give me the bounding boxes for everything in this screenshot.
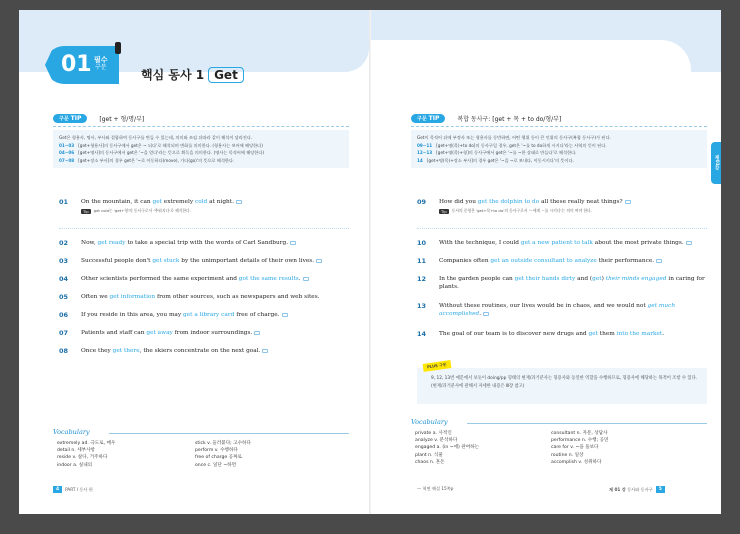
sentence-10: [417, 239, 707, 247]
sentence-number: 03: [59, 257, 69, 265]
audio-icon[interactable]: [656, 259, 662, 263]
sentence-number: 02: [59, 239, 69, 247]
sentence-07: [59, 329, 349, 337]
left-tip-row-text: [get+형용사]의 동사구에서 get은 ~ 되다'로 해석되며 변화를 의미한다. (형용사는 보어에 해당한다): [78, 142, 263, 148]
sentence-number: 04: [59, 275, 69, 283]
sentence-number: 05: [59, 293, 69, 301]
left-vocab-col2: [195, 440, 251, 469]
sentence-09-note: [439, 208, 592, 214]
left-tip-row: [59, 157, 343, 165]
vocab-entry: chaos n. 혼돈: [415, 459, 445, 465]
sentence-01-note: [81, 208, 191, 214]
separator: [417, 228, 707, 229]
right-page-number: 5: [656, 486, 665, 493]
right-tip-row-key: 09~11: [417, 142, 433, 148]
sentence-text: Companies often get an outside consultant to analyze their performance.: [439, 257, 707, 265]
audio-icon[interactable]: [282, 313, 288, 317]
sentence-number: 11: [417, 257, 427, 265]
vocab-entry: extremely ad. 극도로, 매우: [57, 441, 116, 446]
left-tip-row-text: [get+장소 부사]의 경우 get은 '~로 이동하다(move), 가다(go)'의 뜻으로 해석한다.: [78, 157, 235, 163]
audio-icon[interactable]: [303, 277, 309, 281]
left-tip-row-text: [get+명사]의 동사구에서 get은 '~을 얻다'라는 뜻으로 획득을 의미한다. (명사는 목적어에 해당한다): [78, 150, 265, 155]
right-tip-badge-small: 구문: [417, 115, 427, 122]
right-tip-header: [411, 112, 561, 124]
audio-icon[interactable]: [483, 312, 489, 316]
sentence-06: [59, 311, 349, 319]
vocab-entry: routine n. 일상: [551, 452, 584, 458]
right-tip-rule: [411, 126, 707, 127]
note-tip-label: Tip: [83, 208, 89, 214]
right-vocab-rule: [467, 423, 707, 424]
audio-icon[interactable]: [686, 241, 692, 245]
right-tip-row-key: 14: [417, 157, 423, 163]
right-footer-left: — 혁면 해설 15쪽p: [417, 486, 454, 491]
sentence-number: 14: [417, 330, 427, 338]
left-vocab-col1: [57, 440, 115, 469]
sentence-text: Other scientists performed the same experiment and got the same results.: [81, 275, 349, 283]
sentence-text: On the mountain, it can get extremely cold at night.: [81, 198, 349, 206]
left-page-number: 4: [53, 486, 62, 493]
audio-icon[interactable]: [262, 349, 268, 353]
right-tip-row: [417, 157, 701, 165]
sentence-text: Without these routines, our lives would be in chaos, and we would not get much accomplished.: [439, 303, 676, 317]
vocab-entry: indoor a. 실내의: [57, 462, 93, 468]
left-tip-box: [53, 130, 349, 168]
sentence-text: How did you get the dolphin to do all these really neat things?: [439, 198, 707, 206]
note-text: get cold는 'get+형'의 동사구로서 '추워지다'로 해석한다.: [93, 208, 191, 213]
page-gutter: [369, 10, 371, 514]
textbook-spread: [19, 10, 721, 514]
vocab-entry: stick v. 들러붙다; 고수하다: [195, 441, 251, 446]
right-tip-row: [417, 149, 701, 157]
sentence-13: [417, 302, 707, 318]
vocab-entry: performance n. 수행; 공연: [551, 438, 609, 444]
left-footer-text: PART I 동사 편: [65, 486, 93, 492]
sentence-number: 06: [59, 311, 69, 319]
left-vocab-rule: [109, 433, 349, 434]
vocab-entry: once c. 일단 ~하면: [195, 462, 237, 468]
vocab-entry: reside v. 살다, 거주하다: [57, 455, 108, 461]
audio-icon[interactable]: [625, 200, 631, 204]
vocab-entry: care for v. ~을 돌보다: [551, 445, 599, 451]
sentence-number: 13: [417, 302, 427, 310]
vocab-entry: private a. 사적인: [415, 431, 452, 436]
right-vocab-col1: [415, 430, 479, 466]
sentence-number: 10: [417, 239, 427, 247]
audio-icon[interactable]: [254, 331, 260, 335]
left-tip-row: [59, 142, 343, 150]
left-tip-row-key: 01~03: [59, 142, 75, 148]
audio-icon[interactable]: [290, 241, 296, 245]
chapter-title-text: 핵심 동사 1: [141, 68, 205, 82]
audio-icon[interactable]: [316, 259, 322, 263]
right-tip-formula: 복합 동사구: [get + 목 + to do/형/부]: [457, 115, 562, 123]
right-header-cutout: [371, 40, 691, 80]
left-tip-rule: [53, 126, 349, 127]
left-tip-badge-text: TIP: [70, 114, 82, 122]
right-vocab-col2: [551, 430, 608, 466]
sentence-number: 07: [59, 329, 69, 337]
left-tip-badge: [53, 114, 87, 123]
sentence-text: In the garden people can get their hands dirty and (get) their minds engaged in caring for plants.: [439, 276, 705, 290]
chapter-title: [141, 66, 244, 83]
sentence-14: [417, 330, 707, 338]
sentence-number: 01: [59, 198, 69, 206]
sentence-11: [417, 257, 707, 265]
sentence-04: [59, 275, 349, 283]
note-text: 동사의 문형은 'get+목+to do'의 동사구로서 '~에게 ~를 시키다'는 의미 여야 한다.: [451, 208, 592, 213]
chapter-side-tab[interactable]: 제01강: [711, 142, 721, 184]
vocab-entry: engaged a. (in ~에) 관여하는: [415, 445, 480, 451]
sentence-text: Once they get there, the skiers concentrate on the next goal.: [81, 347, 349, 355]
plus-text: 9, 12, 13번 예문에서 보듯이 doing/pp 형태의 현재/과거분사는 형용사와 동일한 역할을 수행하므로, 형용사에 해당하는 목적어 조항 수 있다. (현재/과거분사에 관해서 자세한 내용은 Ⅲ장 참고): [431, 376, 698, 389]
vocab-entry: perform v. 수행하다: [195, 448, 238, 454]
right-tip-row-key: 12~13: [417, 150, 433, 155]
sentence-text: Now, get ready to take a special trip with the words of Carl Sandburg.: [81, 239, 349, 247]
left-tip-intro: Get은 형용사, 명사, 부사와 결합하여 동사구를 만들 수 있는데, 의미와 쓰임 뒤따라 같이 해석이 달라진다.: [59, 135, 253, 140]
right-tip-badge: [411, 114, 445, 123]
sentence-02: [59, 239, 349, 247]
sentence-text: Successful people don't get stuck by the unimportant details of their own lives.: [81, 257, 349, 265]
right-footer-chapter: 제 01 강: [609, 486, 626, 492]
separator: [59, 228, 349, 229]
unit-tab-marker: [115, 42, 121, 54]
sentence-05: [59, 293, 349, 301]
left-tip-header: [53, 112, 144, 124]
sentence-text: Patients and staff can get away from indoor surroundings.: [81, 329, 349, 337]
vocab-entry: detail n. 세부사항: [57, 448, 95, 454]
vocab-entry: analyze v. 분석하다: [415, 438, 458, 444]
sentence-text: If you reside in this area, you may get a library card free of charge.: [81, 311, 349, 319]
right-tip-intro: Get이 목적어 뒤에 부정사 또는 형용사를 동반하면, 어떤 행위 등이 큰 인위의 동사구(복합 동사구)가 된다.: [417, 135, 611, 140]
chapter-keyword: Get: [208, 67, 244, 83]
sentence-03: [59, 257, 349, 265]
left-tip-formula: [get + 형/명/부]: [99, 115, 145, 123]
vocab-entry: consultant n. 자문, 상담사: [551, 431, 608, 436]
right-vocab-title: Vocabulary: [411, 418, 448, 426]
right-tip-row-text: [get+명(목)+to do]의 동사구일 경우, get은 '~를 to do하게 시키다'라는 사역의 뜻이 된다.: [436, 142, 607, 148]
left-tip-row: [59, 149, 343, 157]
right-tip-row: [417, 142, 701, 150]
sentence-09: [417, 198, 707, 206]
left-tip-row-key: 04~06: [59, 150, 75, 155]
note-tip-label: Tip: [441, 208, 447, 214]
sentence-text: The goal of our team is to discover new drugs and get them into the market.: [439, 331, 665, 337]
sentence-08: [59, 347, 349, 355]
right-footer-chapter-title: 동사와 동사구: [627, 486, 653, 492]
right-footer: [609, 486, 665, 493]
right-tip-box: [411, 130, 707, 168]
sentence-12: [417, 275, 707, 291]
right-tip-row-text: [get+명(목)+형]의 동사구에서 get은 '~를 ~한 상태로 만들다'로 해석한다.: [436, 150, 577, 155]
unit-label: [94, 56, 108, 72]
right-tip-row-text: [get+명(목)+장소 부사]의 경우 get은 '~을 ~로 보내다, 이동시키다'의 뜻이다.: [426, 157, 574, 163]
sentence-number: 08: [59, 347, 69, 355]
vocab-entry: accomplish v. 성취하다: [551, 459, 602, 465]
vocab-entry: plant n. 식물: [415, 452, 443, 458]
unit-number: 01: [61, 52, 92, 77]
left-vocab-title: Vocabulary: [53, 428, 90, 436]
sentence-number: 09: [417, 198, 427, 206]
right-tip-badge-text: TIP: [428, 114, 440, 122]
left-footer: [53, 486, 93, 493]
unit-label-bottom: 구문: [94, 64, 107, 71]
sentence-text: Often we get information from other sources, such as newspapers and web sites.: [81, 294, 320, 300]
left-tip-badge-small: 구문: [59, 115, 69, 122]
plus-tag: PLUS 구문: [423, 360, 451, 372]
audio-icon[interactable]: [236, 200, 242, 204]
left-tip-row-key: 07~08: [59, 157, 75, 163]
sentence-number: 12: [417, 275, 427, 283]
sentence-text: With the technique, I could get a new patient to talk about the most private things.: [439, 239, 707, 247]
sentence-01: [59, 198, 349, 206]
unit-label-top: 필수: [94, 56, 108, 64]
vocab-entry: free of charge 공짜로: [195, 455, 242, 461]
